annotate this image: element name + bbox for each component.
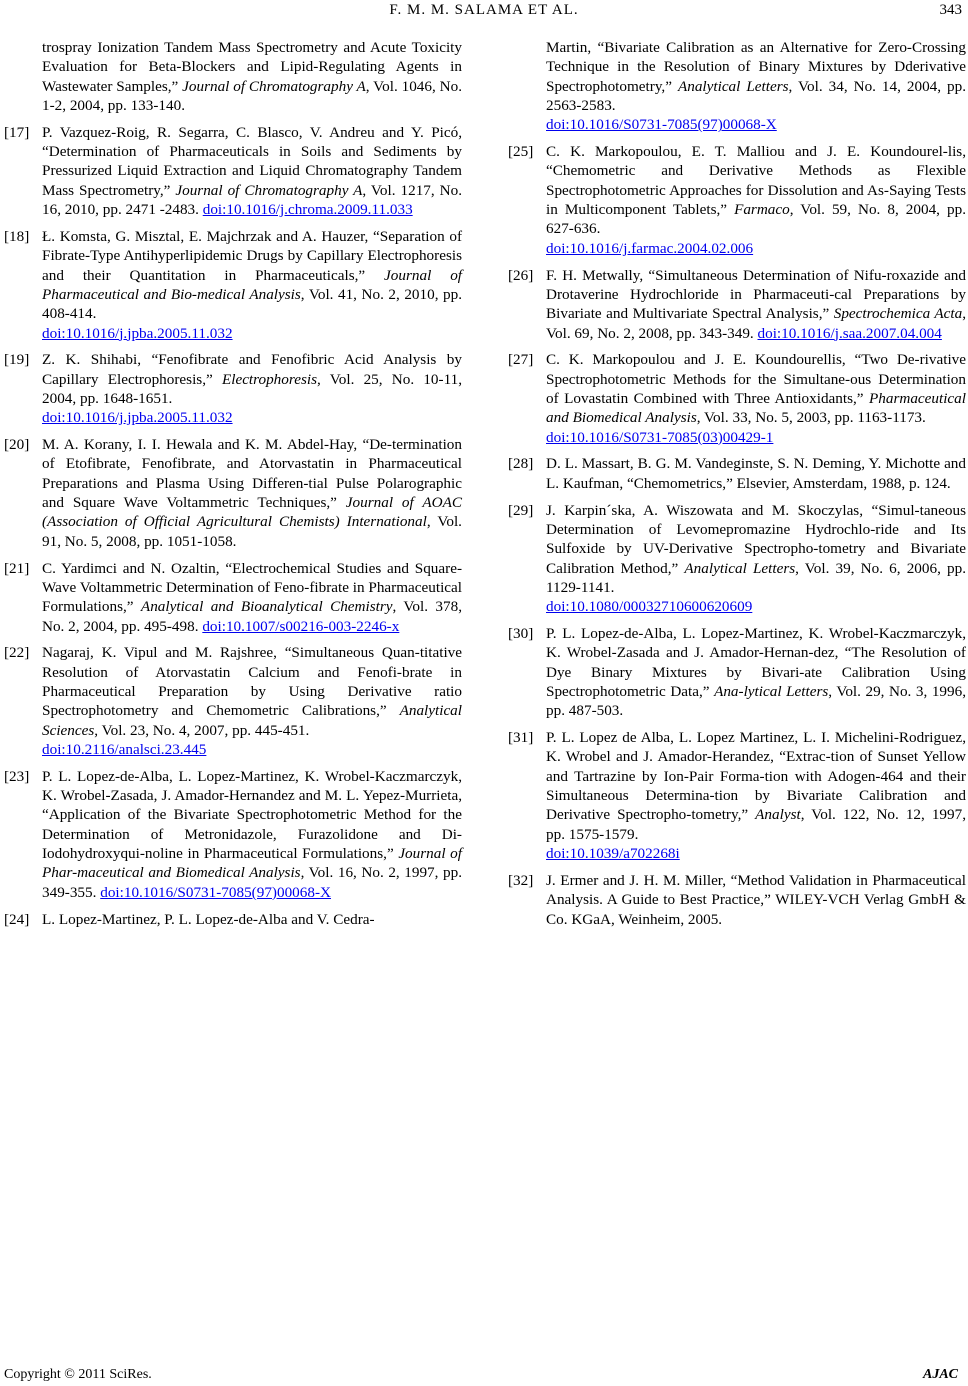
reference-body: C. K. Markopoulou, E. T. Malliou and J. E. Koundourel-lis, “Chemometric and Derivative Methods as Flexible Spectrophotometric Approaches for Dissolution and As-Saying Tests in Multicomponent Tablets,” [546,143,966,219]
reference-details: , Vol. 91, No. 5, 2008, pp. 1051-1058. [42,513,462,550]
reference-entry [4,643,462,759]
doi-link[interactable]: doi:10.1080/00032710600620609 [546,598,753,616]
reference-entry [4,435,462,551]
doi-link[interactable]: doi:10.1016/j.jpba.2005.11.032 [42,409,233,427]
reference-entry [508,142,966,258]
journal-name: Journal of AOAC (Association of Official Agricultural Chemists) International [42,494,463,531]
right-column [508,38,966,936]
reference-number: [24] [4,910,30,928]
reference-body: D. L. Massart, B. G. M. Vandeginste, S. N. Deming, Y. Michotte and L. Kaufman, “Chemometrics,” Elsevier, Amsterdam, 1988, p. 124. [546,455,966,492]
reference-text [42,350,462,427]
reference-text [42,910,462,929]
reference-entry [508,454,966,493]
reference-number: [30] [508,624,534,642]
doi-link[interactable]: doi:10.1016/j.farmac.2004.02.006 [546,239,754,257]
reference-text [42,435,462,551]
reference-details: , Vol. 23, No. 4, 2007, pp. 445-451. [94,721,310,739]
reference-text [42,643,462,759]
reference-details: , Vol. 59, No. 8, 2004, pp. 627-636. [546,201,966,238]
reference-number: [21] [4,559,30,577]
reference-details: , Vol. 33, No. 5, 2003, pp. 1163-1173. [696,409,926,427]
reference-body: F. H. Metwally, “Simultaneous Determination of Nifu-roxazide and Drotaverine Hydrochloride in Pharmaceuti-cal Preparations by Bivariate and Multivariate Spectral Analysis,” [546,266,966,323]
reference-number: [20] [4,436,30,454]
reference-entry [508,624,966,721]
reference-details: , Vol. 29, No. 3, 1996, pp. 487-503. [546,683,966,720]
reference-body: P. L. Lopez-de-Alba, L. Lopez-Martinez, K. Wrobel-Kaczmarczyk, K. Wrobel-Zasada, J. Amador-Hernandez and M. L. Yepez-Murrieta, “Application of the Bivariate Spectrophotometric Method for the Determination of Metronidazole, Furazolidone and Di-Iodohydroxyqui-noline in Pharmaceutical Formulations,” [42,767,462,863]
right-reference-list [508,142,966,929]
reference-body: trospray Ionization Tandem Mass Spectrometry and Acute Toxicity Evaluation for Beta-Blockers and Lipid-Regulating Agents in Wastewater Samples,” [42,39,462,95]
reference-text [546,142,966,258]
reference-number: [27] [508,351,534,369]
reference-details: , Vol. 1217, No. 16, 2010, pp. 2471 -2483. [42,181,462,219]
reference-body: J. Karpin´ska, A. Wiszowata and M. Skoczylas, “Simul-taneous Determination of Levomepromazine Hydrochlo-ride and Its Sulfoxide by UV-Derivative Spectropho-tometry and Bivariate Calibration Method,” [546,501,966,577]
reference-body: P. L. Lopez de Alba, L. Lopez Martinez, L. I. Michelini-Rodriguez, K. Wrobel and J. Amador-Herandez, “Extrac-tion of Sunset Yellow and Tartrazine by Ion-Pair Forma-tion with Adogen-464 and their Simultaneous Determina-tion by Bivariate Calibration and Derivative Spectropho-tometry,” [546,729,966,824]
copyright-notice: Copyright © 2011 SciRes. [4,1367,152,1382]
journal-name: Electrophoresis [221,370,318,388]
reference-body: Z. K. Shihabi, “Fenofibrate and Fenofibric Acid Analysis by Capillary Electrophoresis,” [42,351,462,388]
reference-number: [22] [4,644,30,662]
reference-entry [4,910,462,929]
reference-entry [508,350,966,447]
reference-body: M. A. Korany, I. I. Hewala and K. M. Abdel-Hay, “De-termination of Etofibrate, Fenofibrate, and Atorvastatin in Pharmaceutical Preparations and Plasma Using Differen-tial Pulse Polarographic and Square Wave Voltammetric Techniques,” [42,436,462,512]
reference-number: [28] [508,455,534,473]
journal-name: Farmaco [734,201,790,219]
reference-continuation [4,38,462,115]
reference-text [546,350,966,447]
left-column [4,38,462,936]
reference-details: , Vol. 378, No. 2, 2004, pp. 495-498. [42,598,462,635]
journal-name: Pharmaceutical and Biomedical Analysis [546,390,966,427]
reference-entry [508,871,966,929]
page-number: 343 [939,2,962,18]
reference-body: J. Ermer and J. H. M. Miller, “Method Validation in Pharmaceutical Analysis. A Guide to Best Practice,” WILEY-VCH Verlag GmbH & Co. KGaA, Weinheim, 2005. [546,871,966,928]
reference-details: , Vol. 41, No. 2, 2010, pp. 408-414. [42,285,463,323]
journal-name: Analyst [755,806,801,824]
reference-body: C. K. Markopoulou and J. E. Koundourellis, “Two De-rivative Spectrophotometric Methods for the Simultane-ous Determination of Lovastatin Combined with Three Antioxidants,” [546,351,966,408]
reference-details: , Vol. 25, No. 10-11, 2004, pp. 1648-1651. [42,370,462,408]
doi-link[interactable]: doi:10.1039/a702268i [546,845,680,863]
doi-link[interactable]: doi:10.1016/j.saa.2007.04.004 [757,324,942,342]
journal-abbreviation: AJAC [922,1367,958,1382]
journal-name: Journal of Chromatography A [175,181,363,199]
reference-details: , Vol. 122, No. 12, 1997, pp. 1575-1579. [546,806,966,843]
reference-text [42,767,462,902]
journal-name: Ana-lytical Letters [714,683,829,700]
reference-text [546,266,966,343]
reference-entry [508,266,966,343]
reference-body: L. Lopez-Martinez, P. L. Lopez-de-Alba and V. Cedra- [42,910,375,928]
reference-details: , Vol. 39, No. 6, 2006, pp. 1129-1141. [546,559,966,596]
journal-name: Analytical Letters [677,77,789,95]
reference-number: [31] [508,729,534,747]
page-footer [4,1366,964,1386]
reference-text [546,38,966,135]
reference-entry [508,501,966,617]
journal-name: Journal of Pharmaceutical and Bio-medical Analysis [42,266,463,303]
reference-entry [4,767,462,902]
reference-entry [4,123,462,220]
doi-link[interactable]: doi:10.1016/S0731-7085(03)00429-1 [546,428,774,446]
journal-name: Journal of Phar-maceutical and Biomedical Analysis [42,845,462,882]
journal-name: Spectrochemica Acta [833,305,963,323]
running-header [0,0,968,24]
reference-entry [4,227,462,343]
reference-text [42,559,462,636]
doi-link[interactable]: doi:10.1016/S0731-7085(97)00068-X [100,883,331,901]
reference-body: P. L. Lopez-de-Alba, L. Lopez-Martinez, K. Wrobel-Kaczmarczyk, K. Wrobel-Zasada and J. Amador-Hernan-dez, “The Resolution of Dye Binary Mixtures by Bivari-ate Calibration Using Spectrophotometric Data,” [546,624,966,700]
reference-text [546,624,966,721]
reference-number: [29] [508,501,534,519]
reference-number: [19] [4,351,30,369]
reference-body: Ł. Komsta, G. Misztal, E. Majchrzak and A. Hauzer, “Separation of Fibrate-Type Antihyperlipidemic Drugs by Capillary Electrophoresis and their Quantitation in Pharmaceuticals,” [42,227,462,284]
reference-text [546,501,966,617]
journal-name: Analytical Letters [684,559,796,577]
reference-details: , Vol. 16, No. 2, 1997, pp. 349-355. [42,864,462,901]
journal-name: Journal of Chromatography A [182,77,366,95]
doi-link[interactable]: doi:10.1007/s00216-003-2246-x [202,617,400,635]
reference-text [42,38,462,115]
reference-entry [508,728,966,863]
reference-body: Martin, “Bivariate Calibration as an Alternative for Zero-Crossing Technique in the Resolution of Binary Mixtures by Dderivative Spectrophotometry,” [546,39,966,95]
reference-number: [18] [4,227,30,245]
reference-number: [23] [4,767,30,785]
reference-details: , Vol. 69, No. 2, 2008, pp. 343-349. [546,305,967,342]
doi-link[interactable]: doi:10.2116/analsci.23.445 [42,741,207,759]
running-title: F. M. M. SALAMA ET AL. [389,2,579,18]
journal-name: Analytical and Bioanalytical Chemistry [140,598,393,616]
reference-text [42,123,462,220]
reference-entry [4,559,462,636]
doi-link[interactable]: doi:10.1016/j.jpba.2005.11.032 [42,324,233,342]
reference-text [42,227,462,343]
reference-number: [25] [508,143,534,161]
journal-name: Analytical Sciences [42,702,462,739]
left-reference-list [4,123,462,929]
reference-body: Nagaraj, K. Vipul and M. Rajshree, “Simultaneous Quan-titative Resolution of Atorvastatin Calcium and Fenofi-brate in Pharmaceutical Preparation by Using Derivative ratio Spectrophotometry and Chemometric Calibrations,” [42,644,462,720]
reference-details: , Vol. 1046, No. 1-2, 2004, pp. 133-140. [42,77,462,115]
doi-link[interactable]: doi:10.1016/j.chroma.2009.11.033 [202,201,413,219]
reference-number: [32] [508,871,534,889]
reference-number: [17] [4,123,30,141]
reference-text [546,871,966,929]
doi-link[interactable]: doi:10.1016/S0731-7085(97)00068-X [546,116,777,134]
reference-number: [26] [508,266,534,284]
reference-entry [4,350,462,427]
reference-continuation [508,38,966,135]
reference-body: P. Vazquez-Roig, R. Segarra, C. Blasco, V. Andreu and Y. Picó, “Determination of Pharmaceuticals in Soils and Sediments by Pressurized Liquid Extraction and Liquid Chromatography Tandem Mass Spectrometry,” [42,123,462,199]
reference-text [546,454,966,493]
reference-body: C. Yardimci and N. Ozaltin, “Electrochemical Studies and Square-Wave Voltammetric Determination of Feno-fibrate in Pharmaceutical Formulations,” [42,559,462,616]
reference-details: , Vol. 34, No. 14, 2004, pp. 2563-2583. [546,77,967,115]
reference-text [546,728,966,863]
